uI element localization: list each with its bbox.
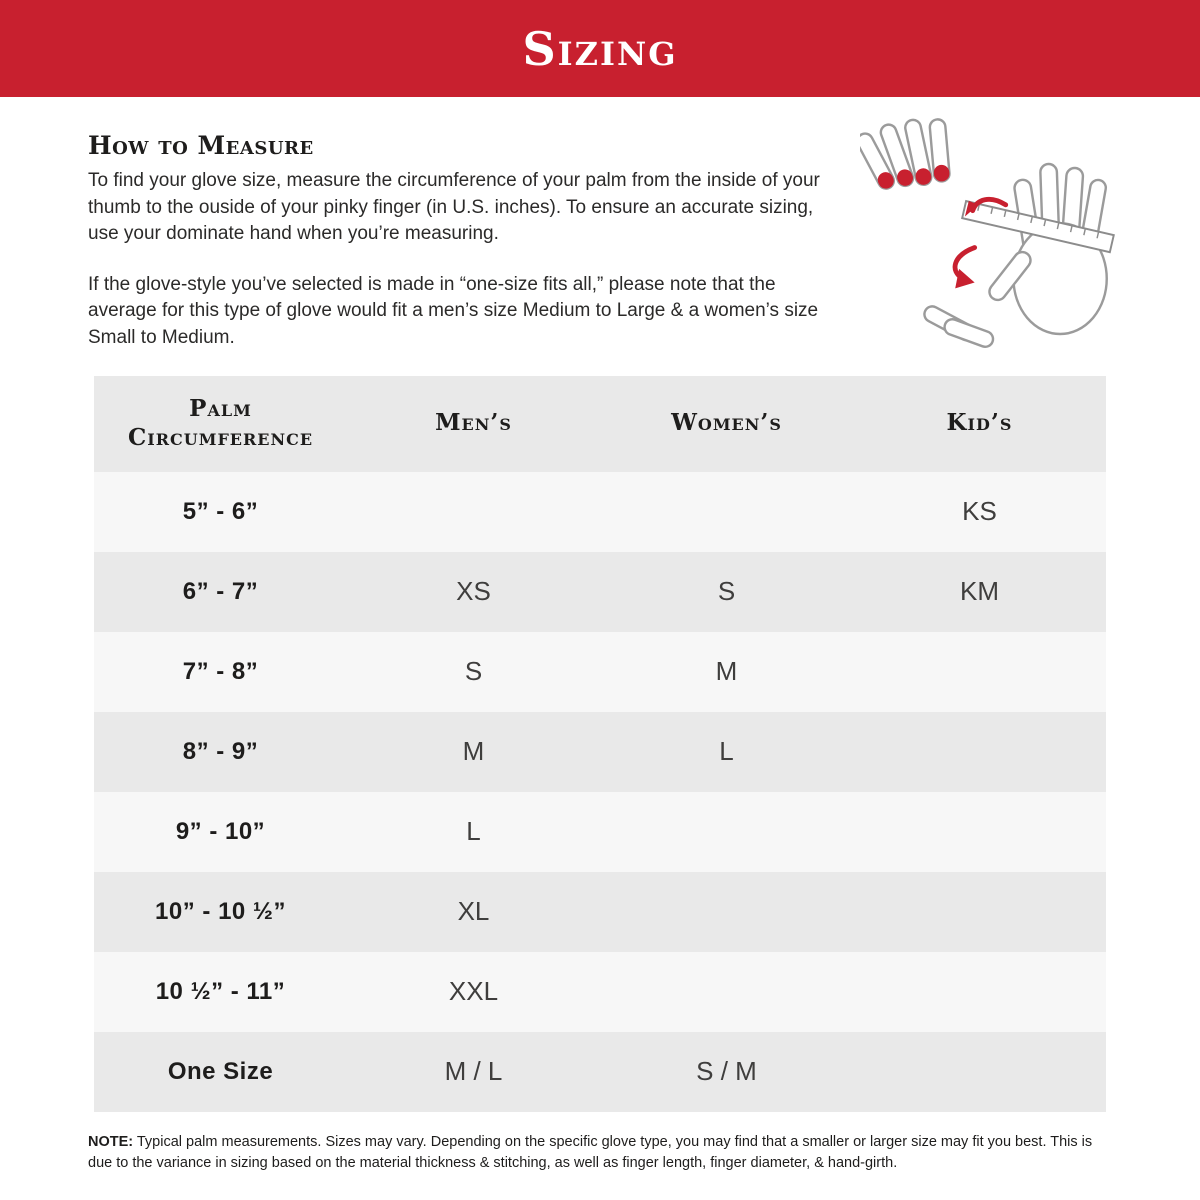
palm-range-cell: 10” - 10 ½” — [155, 897, 286, 925]
how-to-measure-heading: How to Measure — [88, 131, 314, 160]
measuring-hands-illustration — [860, 113, 1132, 351]
palm-range-cell: 6” - 7” — [182, 577, 259, 605]
hands-measuring-icon — [860, 113, 1132, 351]
palm-range-cell: 9” - 10” — [175, 817, 266, 845]
table-row — [94, 632, 1106, 712]
mens-size-cell: XL — [457, 896, 490, 927]
table-row — [94, 952, 1106, 1032]
palm-range-cell: 8” - 9” — [182, 737, 259, 765]
column-header-womens: Women’s — [671, 409, 782, 437]
page-title: Sizing — [522, 21, 678, 76]
mens-size-cell: M — [462, 736, 485, 767]
mens-size-cell: S — [464, 656, 483, 687]
table-row — [94, 552, 1106, 632]
womens-size-cell: M — [715, 656, 738, 687]
palm-range-cell: 7” - 8” — [182, 657, 259, 685]
table-header-row — [94, 376, 1106, 472]
header-banner — [0, 0, 1200, 97]
column-header-mens: Men’s — [435, 409, 512, 437]
mens-size-cell: M / L — [444, 1056, 503, 1087]
column-header-kids: Kid’s — [946, 409, 1013, 437]
womens-size-cell: S / M — [696, 1056, 757, 1087]
table-row — [94, 712, 1106, 792]
measure-paragraph-1: To find your glove size, measure the circumference of your palm from the inside of your thumb to the ouside of your pinky finger (in U.S. inches). To ensure an accurate sizing, use your dominate hand when you’re measuring. — [88, 170, 820, 245]
mens-size-cell: L — [466, 816, 481, 847]
note-label: NOTE: — [88, 1133, 134, 1150]
footer-note — [88, 1132, 1108, 1176]
mens-size-cell: XS — [456, 576, 491, 607]
mens-size-cell: XXL — [448, 976, 499, 1007]
measure-paragraph-2: If the glove-style you’ve selected is made in “one-size fits all,” please note that the average for this type of glove would fit a men’s size Medium to Large & a women’s size Small to Medium. — [88, 273, 819, 348]
palm-range-cell: 10 ½” - 11” — [155, 977, 286, 1005]
note-text: Typical palm measurements. Sizes may vary. Depending on the specific glove type, you may find that a smaller or larger size may fit you best. This is due to the variance in sizing based on the material thickness & stitching, as well as finger length, finger diameter, & hand-girth. — [88, 1133, 1093, 1172]
table-row — [94, 472, 1106, 552]
table-row — [94, 792, 1106, 872]
table-row — [94, 872, 1106, 952]
palm-range-cell: 5” - 6” — [182, 497, 259, 525]
palm-range-cell: One Size — [167, 1057, 274, 1085]
kids-size-cell: KS — [962, 496, 997, 527]
column-header-palm-circumference: Palm Circumference — [127, 394, 314, 451]
how-to-measure-section — [0, 97, 1200, 352]
kids-size-cell: KM — [960, 576, 999, 607]
womens-size-cell: S — [717, 576, 736, 607]
womens-size-cell: L — [719, 736, 734, 767]
table-row — [94, 1032, 1106, 1112]
sizing-table — [94, 376, 1106, 1112]
